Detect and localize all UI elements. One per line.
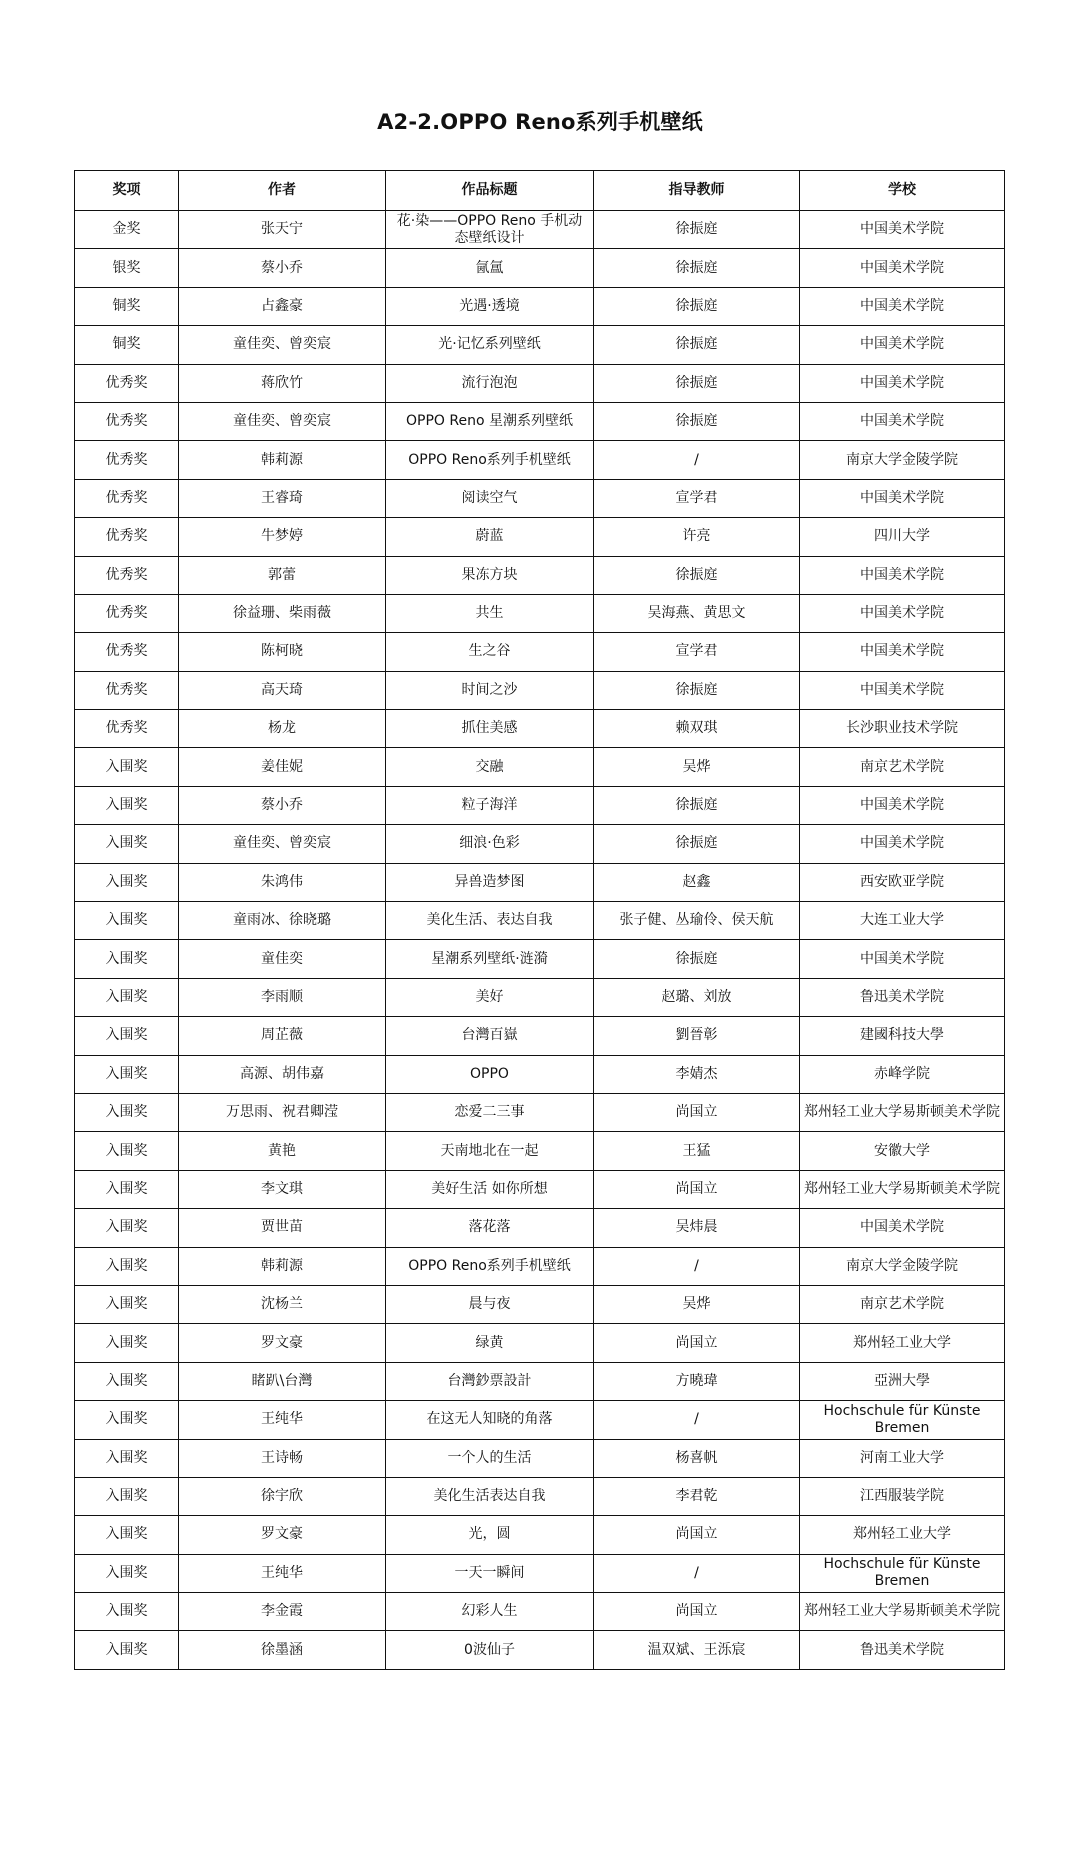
table-row	[75, 402, 1005, 440]
advisor-cell: /	[594, 1554, 800, 1592]
school-cell: 鲁迅美术学院	[800, 1631, 1005, 1669]
school-cell: 长沙职业技术学院	[800, 710, 1005, 748]
advisor-cell: 徐振庭	[594, 249, 800, 287]
advisor-cell: 吴炜晨	[594, 1209, 800, 1247]
table-row	[75, 978, 1005, 1016]
school-cell: 南京大学金陵学院	[800, 441, 1005, 479]
table-row	[75, 671, 1005, 709]
work-title-cell: 细浪·色彩	[386, 825, 594, 863]
award-cell: 入围奖	[75, 1477, 179, 1515]
work-title-cell: 天南地北在一起	[386, 1132, 594, 1170]
work-title-cell: OPPO Reno系列手机壁纸	[386, 1247, 594, 1285]
school-cell: 中国美术学院	[800, 249, 1005, 287]
work-title-cell: 美好生活 如你所想	[386, 1170, 594, 1208]
award-cell: 优秀奖	[75, 518, 179, 556]
school-cell: 河南工业大学	[800, 1439, 1005, 1477]
header-work-title: 作品标题	[386, 171, 594, 211]
advisor-cell: 赵鑫	[594, 863, 800, 901]
advisor-cell: 尚国立	[594, 1170, 800, 1208]
advisor-cell: 宣学君	[594, 479, 800, 517]
table-row	[75, 710, 1005, 748]
author-cell: 韩莉源	[179, 1247, 386, 1285]
school-cell: 中国美术学院	[800, 1209, 1005, 1247]
school-cell: 中国美术学院	[800, 402, 1005, 440]
advisor-cell: /	[594, 441, 800, 479]
advisor-cell: 赖双琪	[594, 710, 800, 748]
school-cell: 西安欧亚学院	[800, 863, 1005, 901]
advisor-cell: 徐振庭	[594, 825, 800, 863]
work-title-cell: 异兽造梦图	[386, 863, 594, 901]
table-row	[75, 211, 1005, 249]
table-row	[75, 479, 1005, 517]
work-title-cell: 共生	[386, 594, 594, 632]
advisor-cell: 徐振庭	[594, 786, 800, 824]
advisor-cell: 徐振庭	[594, 940, 800, 978]
advisor-cell: 赵璐、刘放	[594, 978, 800, 1016]
header-author: 作者	[179, 171, 386, 211]
author-cell: 王纯华	[179, 1554, 386, 1592]
school-cell: 赤峰学院	[800, 1055, 1005, 1093]
advisor-cell: 李婧杰	[594, 1055, 800, 1093]
award-cell: 入围奖	[75, 1017, 179, 1055]
award-cell: 入围奖	[75, 863, 179, 901]
advisor-cell: 许亮	[594, 518, 800, 556]
author-cell: 郭蕾	[179, 556, 386, 594]
school-cell: 中国美术学院	[800, 633, 1005, 671]
work-title-cell: 阅读空气	[386, 479, 594, 517]
work-title-cell: OPPO Reno系列手机壁纸	[386, 441, 594, 479]
award-cell: 优秀奖	[75, 441, 179, 479]
school-cell: 中国美术学院	[800, 364, 1005, 402]
author-cell: 李金霞	[179, 1593, 386, 1631]
page-title: A2-2.OPPO Reno系列手机壁纸	[377, 110, 703, 134]
school-cell: 中国美术学院	[800, 825, 1005, 863]
work-title-cell: 一天一瞬间	[386, 1554, 594, 1592]
award-cell: 优秀奖	[75, 556, 179, 594]
work-title-cell: OPPO	[386, 1055, 594, 1093]
advisor-cell: 徐振庭	[594, 556, 800, 594]
advisor-cell: 徐振庭	[594, 287, 800, 325]
school-cell: 中国美术学院	[800, 671, 1005, 709]
award-cell: 入围奖	[75, 1516, 179, 1554]
award-cell: 优秀奖	[75, 710, 179, 748]
author-cell: 蔡小乔	[179, 786, 386, 824]
table-row	[75, 633, 1005, 671]
work-title-cell: 粒子海洋	[386, 786, 594, 824]
table-row	[75, 518, 1005, 556]
table-row	[75, 748, 1005, 786]
award-cell: 优秀奖	[75, 479, 179, 517]
school-cell: 中国美术学院	[800, 326, 1005, 364]
author-cell: 高源、胡伟嘉	[179, 1055, 386, 1093]
award-cell: 入围奖	[75, 1093, 179, 1131]
table-row	[75, 1401, 1005, 1439]
author-cell: 徐宇欣	[179, 1477, 386, 1515]
advisor-cell: 尚国立	[594, 1516, 800, 1554]
advisor-cell: 尚国立	[594, 1093, 800, 1131]
award-cell: 金奖	[75, 211, 179, 249]
table-row	[75, 1324, 1005, 1362]
work-title-cell: 光，圆	[386, 1516, 594, 1554]
work-title-cell: 晨与夜	[386, 1285, 594, 1323]
header-award: 奖项	[75, 171, 179, 211]
school-cell: 江西服装学院	[800, 1477, 1005, 1515]
table-row	[75, 940, 1005, 978]
school-cell: 大连工业大学	[800, 902, 1005, 940]
table-row	[75, 326, 1005, 364]
author-cell: 蒋欣竹	[179, 364, 386, 402]
table-row	[75, 786, 1005, 824]
table-row	[75, 1554, 1005, 1592]
award-cell: 入围奖	[75, 1209, 179, 1247]
author-cell: 徐益珊、柴雨薇	[179, 594, 386, 632]
advisor-cell: 尚国立	[594, 1593, 800, 1631]
award-cell: 入围奖	[75, 1132, 179, 1170]
work-title-cell: 蔚蓝	[386, 518, 594, 556]
advisor-cell: 宣学君	[594, 633, 800, 671]
work-title-cell: 幻彩人生	[386, 1593, 594, 1631]
table-row	[75, 1055, 1005, 1093]
advisor-cell: 徐振庭	[594, 211, 800, 249]
author-cell: 童佳奕	[179, 940, 386, 978]
table-row	[75, 902, 1005, 940]
header-school: 学校	[800, 171, 1005, 211]
award-cell: 入围奖	[75, 1631, 179, 1669]
advisor-cell: 吴海燕、黄思文	[594, 594, 800, 632]
school-cell: 中国美术学院	[800, 556, 1005, 594]
work-title-cell: 花·染——OPPO Reno 手机动态壁纸设计	[386, 211, 594, 249]
award-cell: 入围奖	[75, 1554, 179, 1592]
work-title-cell: 0波仙子	[386, 1631, 594, 1669]
author-cell: 周芷薇	[179, 1017, 386, 1055]
award-cell: 入围奖	[75, 1247, 179, 1285]
award-cell: 优秀奖	[75, 364, 179, 402]
work-title-cell: 在这无人知晓的角落	[386, 1401, 594, 1439]
work-title-cell: 时间之沙	[386, 671, 594, 709]
advisor-cell: 徐振庭	[594, 364, 800, 402]
work-title-cell: 抓住美感	[386, 710, 594, 748]
author-cell: 罗文豪	[179, 1516, 386, 1554]
author-cell: 贾世苗	[179, 1209, 386, 1247]
author-cell: 万思雨、祝君卿滢	[179, 1093, 386, 1131]
work-title-cell: 生之谷	[386, 633, 594, 671]
school-cell: Hochschule für Künste Bremen	[800, 1401, 1005, 1439]
work-title-cell: 星潮系列壁纸·涟漪	[386, 940, 594, 978]
work-title-cell: 交融	[386, 748, 594, 786]
work-title-cell: 美化生活表达自我	[386, 1477, 594, 1515]
award-cell: 入围奖	[75, 1285, 179, 1323]
author-cell: 童佳奕、曾奕宸	[179, 402, 386, 440]
author-cell: 李雨顺	[179, 978, 386, 1016]
table-row	[75, 249, 1005, 287]
award-cell: 入围奖	[75, 1439, 179, 1477]
award-cell: 优秀奖	[75, 633, 179, 671]
author-cell: 王诗畅	[179, 1439, 386, 1477]
author-cell: 杨龙	[179, 710, 386, 748]
author-cell: 童佳奕、曾奕宸	[179, 825, 386, 863]
school-cell: 中国美术学院	[800, 786, 1005, 824]
award-cell: 优秀奖	[75, 671, 179, 709]
school-cell: 郑州轻工业大学易斯顿美术学院	[800, 1593, 1005, 1631]
author-cell: 徐墨涵	[179, 1631, 386, 1669]
author-cell: 牛梦婷	[179, 518, 386, 556]
table-row	[75, 1132, 1005, 1170]
author-cell: 高天琦	[179, 671, 386, 709]
table-row	[75, 1631, 1005, 1669]
school-cell: 中国美术学院	[800, 940, 1005, 978]
award-cell: 入围奖	[75, 940, 179, 978]
author-cell: 占鑫豪	[179, 287, 386, 325]
table-row	[75, 1285, 1005, 1323]
work-title-cell: 恋爱二三事	[386, 1093, 594, 1131]
author-cell: 朱鸿伟	[179, 863, 386, 901]
author-cell: 黄艳	[179, 1132, 386, 1170]
advisor-cell: 张子健、丛瑜伶、侯天航	[594, 902, 800, 940]
school-cell: 郑州轻工业大学易斯顿美术学院	[800, 1093, 1005, 1131]
awards-table	[74, 170, 1005, 1670]
award-cell: 入围奖	[75, 1362, 179, 1400]
advisor-cell: /	[594, 1401, 800, 1439]
advisor-cell: /	[594, 1247, 800, 1285]
table-row	[75, 1093, 1005, 1131]
table-row	[75, 825, 1005, 863]
table-row	[75, 594, 1005, 632]
table-row	[75, 1247, 1005, 1285]
table-row	[75, 287, 1005, 325]
author-cell: 童雨冰、徐晓璐	[179, 902, 386, 940]
table-row	[75, 1477, 1005, 1515]
table-row	[75, 1017, 1005, 1055]
advisor-cell: 方曉瑋	[594, 1362, 800, 1400]
table-row	[75, 1209, 1005, 1247]
work-title-cell: 流行泡泡	[386, 364, 594, 402]
author-cell: 陈柯晓	[179, 633, 386, 671]
table-row	[75, 1516, 1005, 1554]
award-cell: 优秀奖	[75, 594, 179, 632]
table-row	[75, 364, 1005, 402]
header-advisor: 指导教师	[594, 171, 800, 211]
author-cell: 沈杨兰	[179, 1285, 386, 1323]
author-cell: 童佳奕、曾奕宸	[179, 326, 386, 364]
author-cell: 韩莉源	[179, 441, 386, 479]
author-cell: 睹趴\台灣	[179, 1362, 386, 1400]
table-row	[75, 863, 1005, 901]
award-cell: 入围奖	[75, 1593, 179, 1631]
work-title-cell: 氤氲	[386, 249, 594, 287]
advisor-cell: 杨喜帆	[594, 1439, 800, 1477]
work-title-cell: 美化生活、表达自我	[386, 902, 594, 940]
author-cell: 李文琪	[179, 1170, 386, 1208]
work-title-cell: 美好	[386, 978, 594, 1016]
school-cell: 亞洲大學	[800, 1362, 1005, 1400]
work-title-cell: 光·记忆系列壁纸	[386, 326, 594, 364]
advisor-cell: 徐振庭	[594, 402, 800, 440]
advisor-cell: 徐振庭	[594, 326, 800, 364]
work-title-cell: 一个人的生活	[386, 1439, 594, 1477]
school-cell: 南京大学金陵学院	[800, 1247, 1005, 1285]
work-title-cell: 光遇·透境	[386, 287, 594, 325]
school-cell: 中国美术学院	[800, 211, 1005, 249]
award-cell: 铜奖	[75, 287, 179, 325]
work-title-cell: OPPO Reno 星潮系列壁纸	[386, 402, 594, 440]
award-cell: 入围奖	[75, 902, 179, 940]
advisor-cell: 李君乾	[594, 1477, 800, 1515]
award-cell: 入围奖	[75, 1401, 179, 1439]
table-row	[75, 1593, 1005, 1631]
award-cell: 入围奖	[75, 978, 179, 1016]
work-title-cell: 果冻方块	[386, 556, 594, 594]
work-title-cell: 绿黄	[386, 1324, 594, 1362]
table-row	[75, 1170, 1005, 1208]
school-cell: 中国美术学院	[800, 594, 1005, 632]
author-cell: 蔡小乔	[179, 249, 386, 287]
table-row	[75, 556, 1005, 594]
work-title-cell: 台灣鈔票設計	[386, 1362, 594, 1400]
school-cell: 郑州轻工业大学	[800, 1324, 1005, 1362]
award-cell: 入围奖	[75, 748, 179, 786]
school-cell: 郑州轻工业大学	[800, 1516, 1005, 1554]
author-cell: 王纯华	[179, 1401, 386, 1439]
advisor-cell: 徐振庭	[594, 671, 800, 709]
author-cell: 罗文豪	[179, 1324, 386, 1362]
school-cell: 鲁迅美术学院	[800, 978, 1005, 1016]
author-cell: 王睿琦	[179, 479, 386, 517]
school-cell: 安徽大学	[800, 1132, 1005, 1170]
award-cell: 入围奖	[75, 1170, 179, 1208]
award-cell: 银奖	[75, 249, 179, 287]
advisor-cell: 吴烨	[594, 1285, 800, 1323]
work-title-cell: 台灣百嶽	[386, 1017, 594, 1055]
advisor-cell: 温双斌、王泺宸	[594, 1631, 800, 1669]
table-row	[75, 1362, 1005, 1400]
award-cell: 铜奖	[75, 326, 179, 364]
work-title-cell: 落花落	[386, 1209, 594, 1247]
school-cell: Hochschule für Künste Bremen	[800, 1554, 1005, 1592]
school-cell: 南京艺术学院	[800, 748, 1005, 786]
table-row	[75, 441, 1005, 479]
table-body	[75, 211, 1005, 1670]
award-cell: 入围奖	[75, 1055, 179, 1093]
school-cell: 中国美术学院	[800, 287, 1005, 325]
advisor-cell: 王猛	[594, 1132, 800, 1170]
school-cell: 中国美术学院	[800, 479, 1005, 517]
advisor-cell: 吴烨	[594, 748, 800, 786]
header-row	[75, 171, 1005, 211]
award-cell: 优秀奖	[75, 402, 179, 440]
school-cell: 南京艺术学院	[800, 1285, 1005, 1323]
advisor-cell: 尚国立	[594, 1324, 800, 1362]
table-row	[75, 1439, 1005, 1477]
school-cell: 郑州轻工业大学易斯顿美术学院	[800, 1170, 1005, 1208]
school-cell: 四川大学	[800, 518, 1005, 556]
school-cell: 建國科技大學	[800, 1017, 1005, 1055]
award-cell: 入围奖	[75, 1324, 179, 1362]
advisor-cell: 劉晉彰	[594, 1017, 800, 1055]
award-cell: 入围奖	[75, 786, 179, 824]
author-cell: 张天宁	[179, 211, 386, 249]
author-cell: 姜佳妮	[179, 748, 386, 786]
award-cell: 入围奖	[75, 825, 179, 863]
table-header	[75, 171, 1005, 211]
